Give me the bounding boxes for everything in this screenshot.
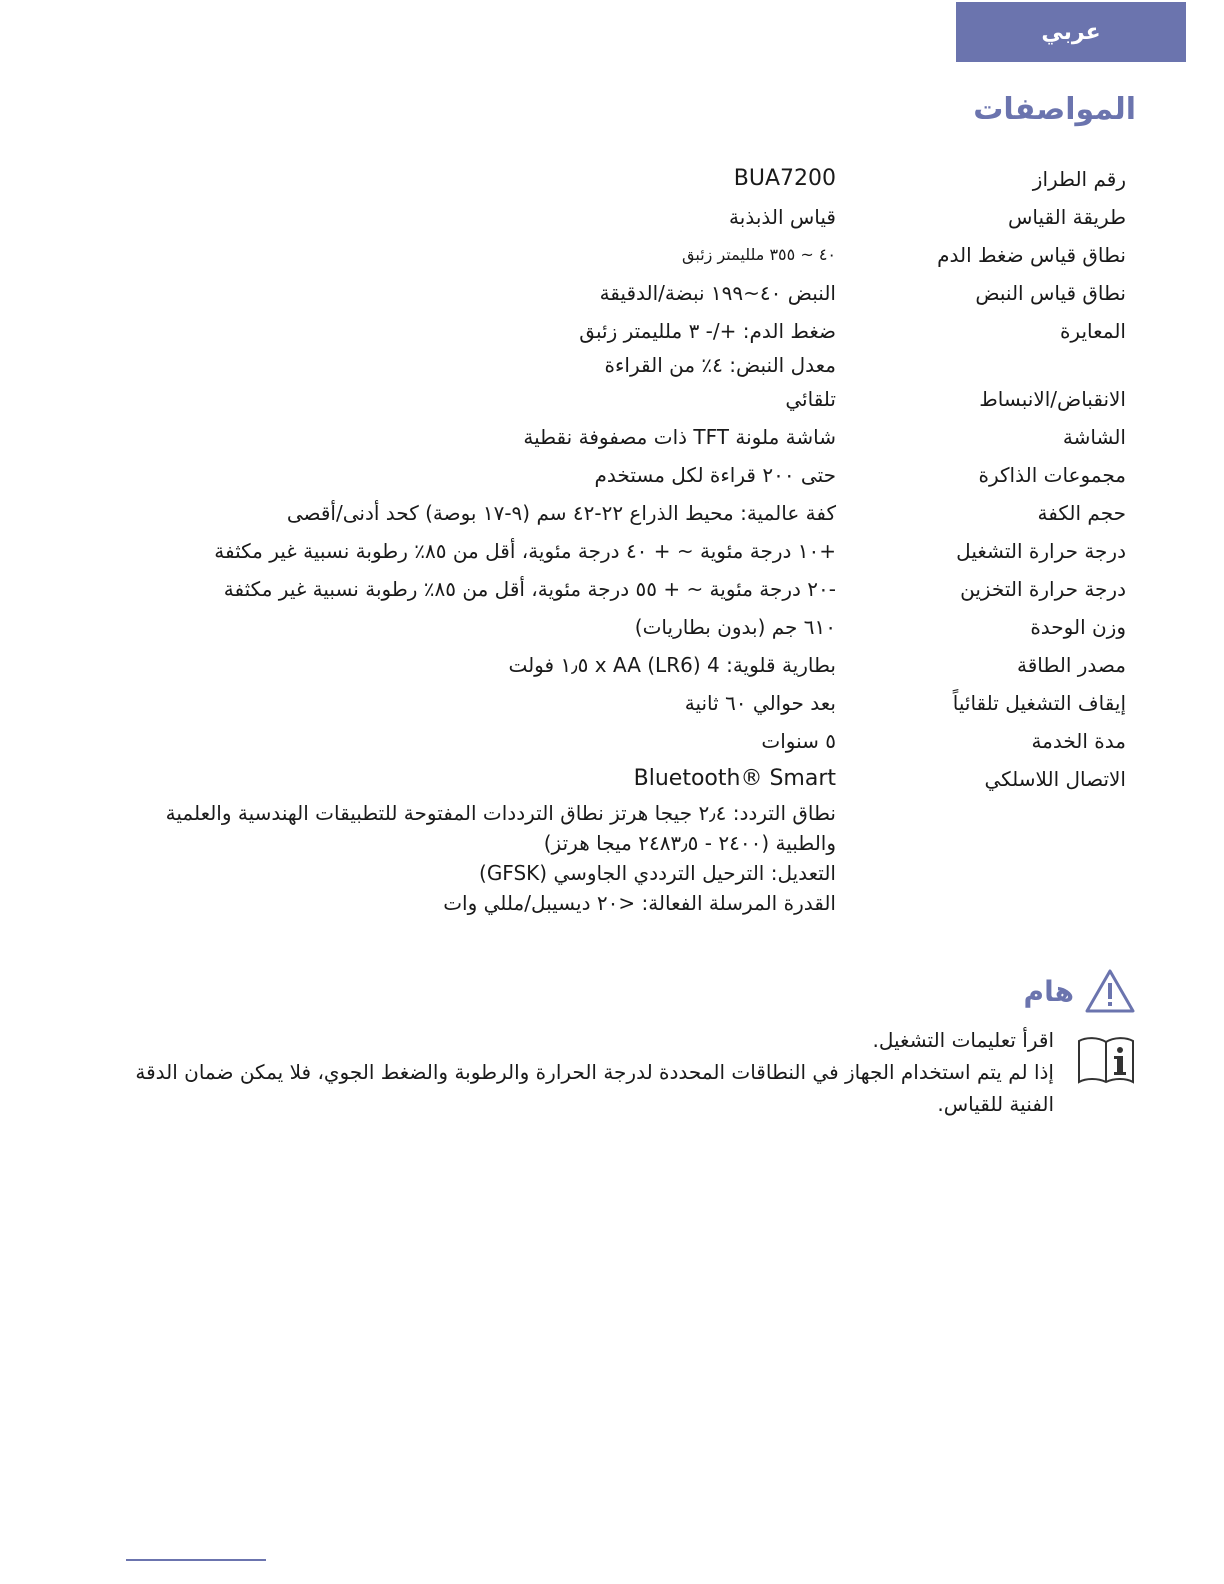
spec-value: ٤٠ ~ ٣٥٥ ملليمتر زئبق [682, 245, 836, 264]
spec-value: BUA7200 [733, 166, 836, 191]
spec-label: إيقاف التشغيل تلقائياً [952, 691, 1126, 715]
footer-rule [126, 1559, 266, 1561]
spec-value: Bluetooth® Smart [633, 766, 836, 791]
spec-label: مجموعات الذاكرة [978, 463, 1126, 487]
spec-row-power-source [166, 646, 1126, 684]
spec-value: معدل النبض: ٤٪ من القراءة [604, 353, 836, 377]
spec-label: نطاق قياس ضغط الدم [937, 243, 1126, 267]
spec-value: التعديل: الترحيل الترددي الجاوسي (GFSK) [479, 861, 836, 885]
spec-value: قياس الذبذبة [729, 205, 836, 229]
spec-row-inflation [166, 380, 1126, 418]
spec-row-weight [166, 608, 1126, 646]
spec-value: كفة عالمية: محيط الذراع ٢٢-٤٢ سم (٩-١٧ بوصة) كحد أدنى/أقصى [286, 501, 836, 525]
spec-value: -٢٠ درجة مئوية ~ + ٥٥ درجة مئوية، أقل من ٨٥٪ رطوبة نسبية غير مكثفة [223, 577, 836, 601]
spec-label: طريقة القياس [1007, 205, 1126, 229]
spec-row-cuff-size [166, 494, 1126, 532]
language-tab: عربي [956, 2, 1186, 62]
notice-line: الفنية للقياس. [937, 1092, 1054, 1116]
spec-value: ضغط الدم: +/- ٣ ملليمتر زئبق [579, 319, 836, 343]
spec-row-wireless [166, 760, 1126, 918]
spec-row-pressure-range [166, 236, 1126, 274]
spec-label: وزن الوحدة [1030, 615, 1126, 639]
spec-label: درجة حرارة التخزين [960, 577, 1126, 601]
spec-value: بطارية قلوية: 4 x AA (LR6) ١٫٥ فولت [508, 653, 836, 677]
spec-row-memory [166, 456, 1126, 494]
spec-label: الانقباض/الانبساط [979, 387, 1126, 411]
spec-label: المعايرة [1059, 319, 1126, 343]
warning-triangle-icon [1084, 968, 1136, 1014]
notice-line: اقرأ تعليمات التشغيل. [872, 1028, 1054, 1052]
spec-label: مدة الخدمة [1031, 729, 1126, 753]
spec-row-accuracy [166, 312, 1126, 380]
spec-row-method [166, 198, 1126, 236]
specifications-table [166, 160, 1126, 918]
spec-label: درجة حرارة التشغيل [956, 539, 1126, 563]
page-title: المواصفات [973, 92, 1136, 127]
spec-value: القدرة المرسلة الفعالة: <٢٠ ديسيبل/مللي وات [443, 891, 836, 915]
important-notice [136, 964, 1136, 1120]
spec-row-model [166, 160, 1126, 198]
spec-label: الشاشة [1062, 425, 1126, 449]
spec-value: ٦١٠ جم (بدون بطاريات) [634, 615, 836, 639]
spec-label: الاتصال اللاسلكي [984, 767, 1126, 791]
spec-value: تلقائي [785, 387, 836, 411]
notice-line: إذا لم يتم استخدام الجهاز في النطاقات المحددة لدرجة الحرارة والرطوبة والضغط الجوي، فلا يمكن ضمان الدقة [135, 1060, 1054, 1084]
spec-value: ٥ سنوات [761, 729, 836, 753]
spec-value: النبض ٤٠~١٩٩ نبضة/الدقيقة [599, 281, 836, 305]
spec-label: نطاق قياس النبض [975, 281, 1126, 305]
notice-title: هام [1023, 974, 1074, 1008]
read-manual-icon [1076, 1034, 1136, 1086]
spec-value: بعد حوالي ٦٠ ثانية [684, 691, 836, 715]
spec-label: رقم الطراز [1032, 167, 1126, 191]
spec-value: نطاق التردد: ٢٫٤ جيجا هرتز نطاق الترددات المفتوحة للتطبيقات الهندسية والعلمية [165, 801, 836, 825]
spec-row-display [166, 418, 1126, 456]
spec-row-service-life [166, 722, 1126, 760]
spec-value: شاشة ملونة TFT ذات مصفوفة نقطية [523, 425, 836, 449]
spec-value: حتى ٢٠٠ قراءة لكل مستخدم [594, 463, 836, 487]
spec-label: حجم الكفة [1037, 501, 1126, 525]
spec-value: والطبية (٢٤٠٠ - ٢٤٨٣٫٥ ميجا هرتز) [543, 831, 836, 855]
spec-row-auto-off [166, 684, 1126, 722]
spec-label: مصدر الطاقة [1016, 653, 1126, 677]
spec-row-pulse-range [166, 274, 1126, 312]
spec-row-operating-temp [166, 532, 1126, 570]
spec-value: +١٠ درجة مئوية ~ + ٤٠ درجة مئوية، أقل من ٨٥٪ رطوبة نسبية غير مكثفة [214, 539, 836, 563]
spec-row-storage-temp [166, 570, 1126, 608]
